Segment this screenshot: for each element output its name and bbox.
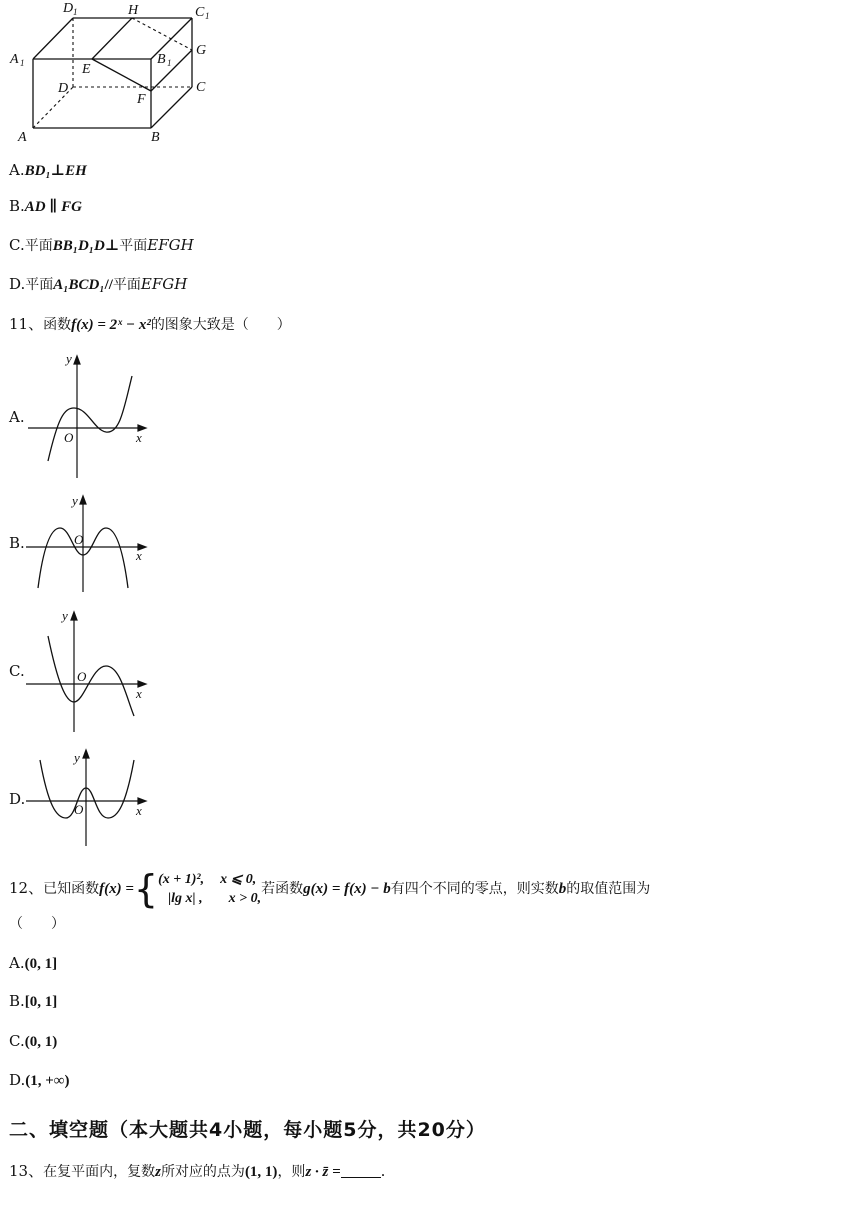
graph-d-y-label: y <box>74 750 80 765</box>
q12-paren: （ ） <box>9 916 65 932</box>
label-b: B <box>151 130 160 145</box>
q11-graph-a[interactable] <box>22 348 152 480</box>
label-g: G <box>196 43 207 58</box>
q13-stem: 13、在复平面内，复数z所对应的点为(1, 1)，则z · z̄ = . <box>9 1162 386 1180</box>
q12-option-b[interactable]: B.[0, 1] <box>9 992 58 1010</box>
q11-option-b-label[interactable]: B. <box>9 534 25 552</box>
graph-b-origin: O <box>74 532 84 547</box>
graph-d-origin: O <box>74 802 84 817</box>
graph-c-origin: O <box>77 669 87 684</box>
answer-blank[interactable] <box>341 1163 381 1178</box>
graph-d-x-label: x <box>136 803 142 818</box>
graph-c-y-label: y <box>62 608 68 623</box>
q11-option-d-label[interactable]: D. <box>9 790 26 808</box>
q11-graph-c[interactable] <box>22 604 152 734</box>
section-heading: 二、填空题（本大题共4小题，每小题5分，共20分） <box>9 1119 486 1141</box>
label-a: A <box>18 130 27 145</box>
label-a1-sub: 1 <box>20 58 25 68</box>
label-f: F <box>137 92 146 107</box>
graph-a-y-label: y <box>66 351 72 366</box>
graph-b-x-label: x <box>136 548 142 563</box>
label-d1: D <box>63 1 74 16</box>
q12-option-c[interactable]: C.(0, 1) <box>9 1032 58 1050</box>
label-d: D <box>58 81 69 96</box>
q12-option-d[interactable]: D.(1, +∞) <box>9 1071 70 1089</box>
q10-option-a[interactable]: A.BD₁⊥EH <box>9 161 87 179</box>
q12-stem: 12、已知函数f(x) ={ (x + 1)², x ⩽ 0, |lg x| , x > 0, 若函数g(x) = f(x) − b有四个不同的零点，则实数b的取值范围为 <box>9 867 651 911</box>
graph-c-x-label: x <box>136 686 142 701</box>
label-h: H <box>128 3 139 18</box>
q11-graph-b[interactable] <box>22 490 152 595</box>
label-c1: C <box>195 5 205 20</box>
q10-option-c[interactable]: C.平面BB₁D₁D⊥平面EFGH <box>9 236 194 254</box>
label-c: C <box>196 80 206 95</box>
q11-option-a-label[interactable]: A. <box>9 408 25 426</box>
label-e: E <box>82 62 91 77</box>
piecewise-brace: { <box>133 867 159 911</box>
graph-b-y-label: y <box>72 493 78 508</box>
cuboid-figure <box>0 0 230 150</box>
q10-option-d[interactable]: D.平面A₁BCD₁//平面EFGH <box>9 275 188 293</box>
q12-option-a[interactable]: A.(0, 1] <box>9 954 58 972</box>
label-b1: B <box>157 52 166 67</box>
piecewise-block: (x + 1)², x ⩽ 0, |lg x| , x > 0, <box>158 872 262 906</box>
label-d1-sub: 1 <box>73 7 78 17</box>
q11-stem: 11、函数f(x) = 2ˣ − x²的图象大致是（ ） <box>9 315 291 333</box>
graph-a-origin: O <box>64 430 74 445</box>
label-a1: A <box>10 52 19 67</box>
label-c1-sub: 1 <box>205 11 210 21</box>
graph-a-x-label: x <box>136 430 142 445</box>
q11-option-c-label[interactable]: C. <box>9 662 25 680</box>
label-b1-sub: 1 <box>167 58 172 68</box>
q10-option-b[interactable]: B.AD ∥ FG <box>9 197 82 215</box>
q11-graph-d[interactable] <box>22 744 152 849</box>
